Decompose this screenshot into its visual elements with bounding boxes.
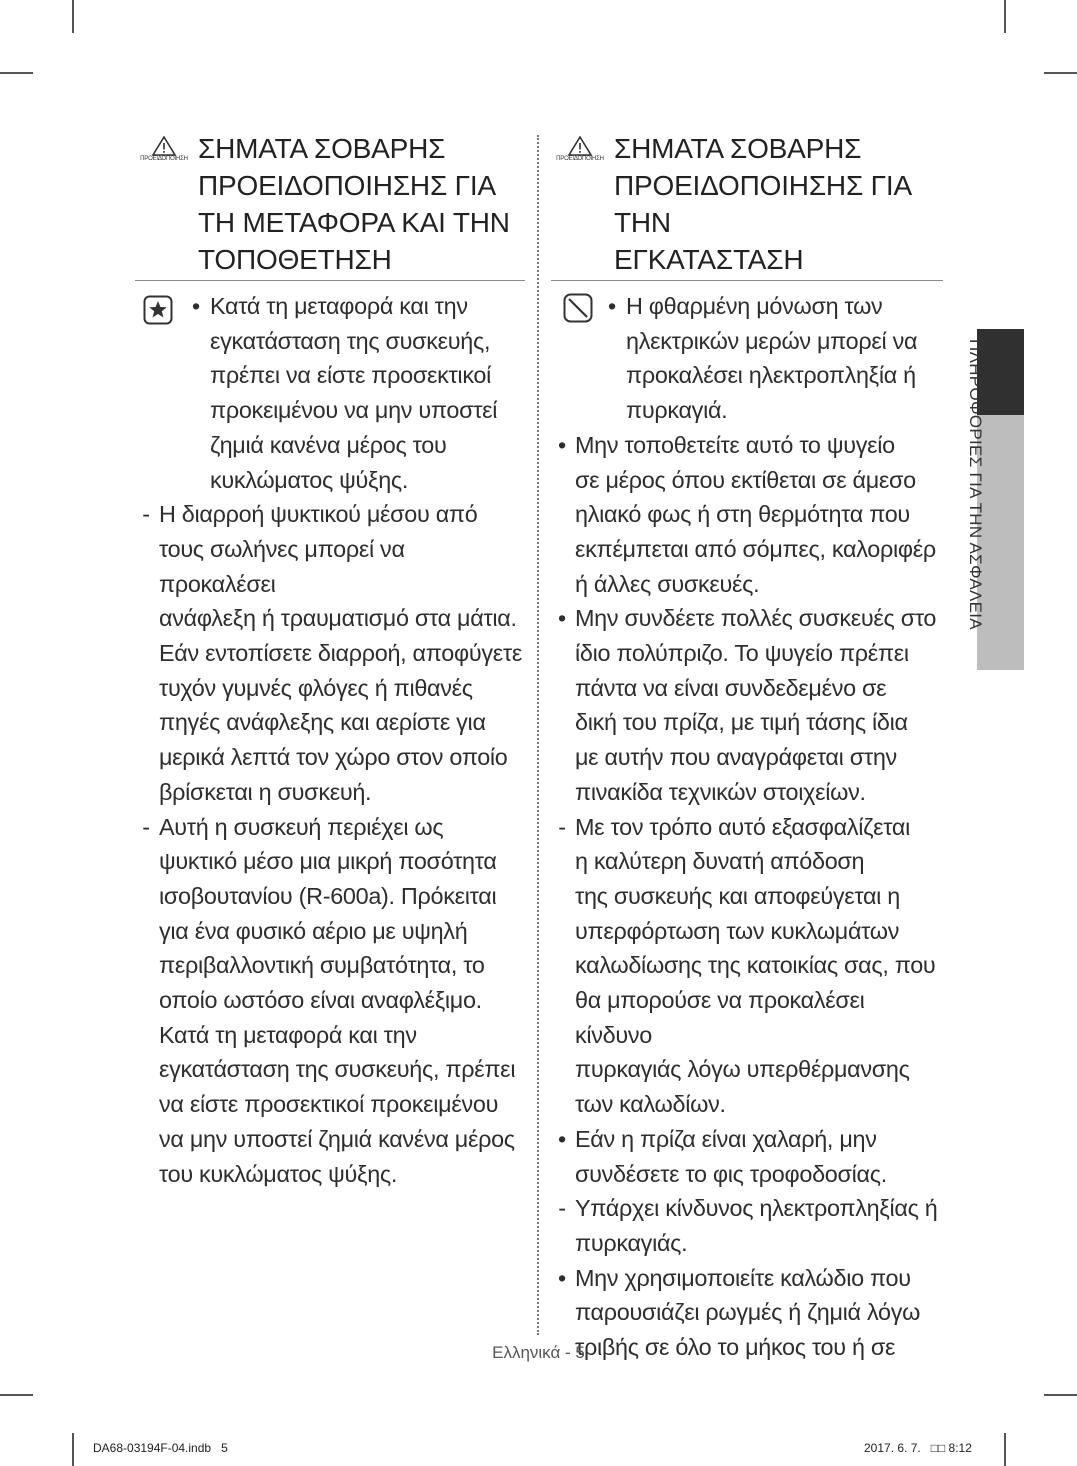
text-line: συνδέσετε το φις τροφοδοσίας. — [575, 1160, 887, 1187]
text-line: τριβής σε όλο το μήκος του ή σε — [575, 1334, 896, 1361]
text-line: ψυκτικό μέσο μια μικρή ποσότητα — [159, 848, 497, 875]
text-line: της συσκευής και αποφεύγεται η — [575, 882, 900, 909]
text-line: ζημιά κανένα μέρος του — [210, 431, 447, 458]
text-line: η καλύτερη δυνατή απόδοση — [575, 848, 865, 875]
side-tab-label — [960, 339, 990, 659]
section-heading — [135, 130, 525, 281]
text-line: ηλιακό φως ή στη θερμότητα που — [575, 501, 910, 528]
text-line: εκπέμπεται από σόμπες, καλοριφέρ — [575, 535, 936, 562]
heading-line: ΤΟΠΟΘΕΤΗΣΗ — [198, 244, 392, 275]
text-line: να είστε προσεκτικοί προκειμένου — [159, 1091, 499, 1118]
footer-datetime: 2017. 6. 7. □□ 8:12 — [864, 1441, 972, 1455]
crop-mark — [1044, 72, 1077, 74]
list-item — [551, 810, 943, 1122]
list-item — [551, 601, 943, 809]
text-line: παρουσιάζει ρωγμές ή ζημιά λόγω — [575, 1299, 921, 1326]
text-line: Μην συνδέετε πολλές συσκευές στο — [575, 605, 937, 632]
text-line: εγκατάσταση της συσκευής, πρέπει — [159, 1056, 516, 1083]
crop-mark — [1004, 0, 1006, 33]
important-icon — [143, 295, 173, 325]
list-item — [135, 289, 525, 497]
side-tab-text: ΠΛΗΡΟΦΟΡΙΕΣ ΓΙΑ ΤΗΝ ΑΣΦΑΛΕΙΑ — [966, 339, 985, 630]
text-line: να μην υποστεί ζημιά κανένα μέρος — [159, 1125, 515, 1152]
text-line: Κατά τη μεταφορά και την — [159, 1021, 417, 1048]
crop-mark — [72, 0, 74, 33]
text-line: πυρκαγιάς λόγω υπερθέρμανσης — [575, 1056, 910, 1083]
list-item — [135, 810, 525, 1192]
text-line: των καλωδίων. — [575, 1091, 726, 1118]
text-line: Εάν εντοπίσετε διαρροή, αποφύγετε — [159, 640, 522, 667]
text-line: για ένα φυσικό αέριο με υψηλή — [159, 917, 468, 944]
text-line: με αυτήν που αναγράφεται στην — [575, 744, 897, 771]
left-column — [135, 130, 525, 1191]
list-item — [551, 289, 943, 428]
text-line: εγκατάσταση της συσκευής, — [210, 327, 491, 354]
text-line: Η διαρροή ψυκτικού μέσου από — [159, 501, 478, 528]
dash-mark: - — [142, 501, 150, 528]
crop-mark — [0, 1394, 33, 1396]
text-line: δική του πρίζα, με τιμή τάσης ίδια — [575, 709, 908, 736]
list-item — [551, 1191, 943, 1260]
bullet-mark: • — [558, 1125, 566, 1152]
text-line: Με τον τρόπο αυτό εξασφαλίζεται — [575, 813, 911, 840]
text-line: Η φθαρμένη μόνωση των — [626, 293, 883, 319]
text-line: Μην χρησιμοποιείτε καλώδιο που — [575, 1264, 911, 1291]
text-line: Μην τοποθετείτε αυτό το ψυγείο — [575, 431, 895, 458]
text-line: Εάν η πρίζα είναι χαλαρή, μην — [575, 1125, 877, 1152]
text-line: Κατά τη μεταφορά και την — [210, 293, 468, 319]
text-line: πάντα να είναι συνδεδεμένο σε — [575, 674, 887, 701]
bullet-mark: • — [558, 1264, 566, 1291]
list-item — [135, 497, 525, 809]
text-line: υπερφόρτωση των κυκλωμάτων — [575, 917, 900, 944]
text-line: πυρκαγιά. — [626, 397, 728, 424]
warning-icon — [135, 136, 193, 163]
text-line: πυρκαγιάς. — [575, 1229, 688, 1256]
heading-line: ΣΗΜΑΤΑ ΣΟΒΑΡΗΣ — [614, 133, 862, 164]
heading-line: ΠΡΟΕΙΔΟΠΟΙΗΣΗΣ ΓΙΑ — [198, 170, 496, 201]
text-line: οποίο ωστόσο είναι αναφλέξιμο. — [159, 987, 482, 1014]
crop-mark — [1044, 1394, 1077, 1396]
text-line: πηγές ανάφλεξης και αερίστε για — [159, 709, 486, 736]
warning-label: ΠΡΟΕΙΔΟΠΟΙΗΣΗ — [140, 156, 188, 162]
list-item — [551, 428, 943, 602]
bullet-mark: • — [608, 293, 616, 319]
text-line: καλωδίωσης της κατοικίας σας, που — [575, 952, 936, 979]
dash-mark: - — [142, 813, 150, 840]
text-line: θα μπορούσε να προκαλέσει κίνδυνο — [575, 987, 865, 1048]
text-line: Αυτή η συσκευή περιέχει ως — [159, 813, 444, 840]
text-line: Υπάρχει κίνδυνος ηλεκτροπληξίας ή — [575, 1195, 938, 1222]
dash-mark: - — [558, 813, 566, 840]
text-line: ανάφλεξη ή τραυματισμό στα μάτια. — [159, 605, 517, 632]
prohibited-icon — [563, 293, 593, 323]
text-line: πρέπει να είστε προσεκτικοί — [210, 362, 492, 389]
text-line: πινακίδα τεχνικών στοιχείων. — [575, 778, 866, 805]
dash-mark: - — [558, 1195, 566, 1222]
text-line: ισοβουτανίου (R-600a). Πρόκειται — [159, 882, 497, 909]
warning-icon — [551, 136, 609, 163]
right-column — [551, 130, 943, 1365]
text-line: του κυκλώματος ψύξης. — [159, 1160, 398, 1187]
text-line: ίδιο πολύπριζο. Το ψυγείο πρέπει — [575, 640, 909, 667]
text-line: προκαλέσει ηλεκτροπληξία ή — [626, 362, 916, 389]
text-line: βρίσκεται η συσκευή. — [159, 778, 372, 805]
text-line: σε μέρος όπου εκτίθεται σε άμεσο — [575, 466, 916, 493]
heading-line: ΤΗ ΜΕΤΑΦΟΡΑ ΚΑΙ ΤΗΝ — [198, 207, 510, 238]
page-number: Ελληνικά - 5 — [492, 1343, 585, 1362]
text-line: ή άλλες συσκευές. — [575, 570, 760, 597]
crop-mark — [0, 72, 33, 74]
crop-mark — [72, 1433, 74, 1466]
text-line: κυκλώματος ψύξης. — [210, 466, 409, 493]
bullet-mark: • — [558, 431, 566, 458]
list-item — [551, 1122, 943, 1191]
bullet-mark: • — [558, 605, 566, 632]
warning-label: ΠΡΟΕΙΔΟΠΟΙΗΣΗ — [556, 156, 604, 162]
text-line: τυχόν γυμνές φλόγες ή πιθανές — [159, 674, 473, 701]
text-line: προκειμένου να μην υποστεί — [210, 397, 498, 424]
text-line: τους σωλήνες μπορεί να προκαλέσει — [159, 535, 405, 597]
text-line: μερικά λεπτά τον χώρο στον οποίο — [159, 744, 508, 771]
heading-line: ΣΗΜΑΤΑ ΣΟΒΑΡΗΣ — [198, 133, 446, 164]
section-heading — [551, 130, 943, 281]
heading-line: ΕΓΚΑΤΑΣΤΑΣΗ — [614, 244, 804, 275]
text-line: ηλεκτρικών μερών μπορεί να — [626, 327, 918, 354]
bullet-mark: • — [192, 293, 200, 319]
footer-file: DA68-03194F-04.indb 5 — [93, 1441, 228, 1455]
crop-mark — [1004, 1433, 1006, 1466]
column-divider — [537, 135, 539, 1335]
text-line: περιβαλλοντική συμβατότητα, το — [159, 952, 485, 979]
heading-line: ΠΡΟΕΙΔΟΠΟΙΗΣΗΣ ΓΙΑ ΤΗΝ — [614, 170, 911, 238]
